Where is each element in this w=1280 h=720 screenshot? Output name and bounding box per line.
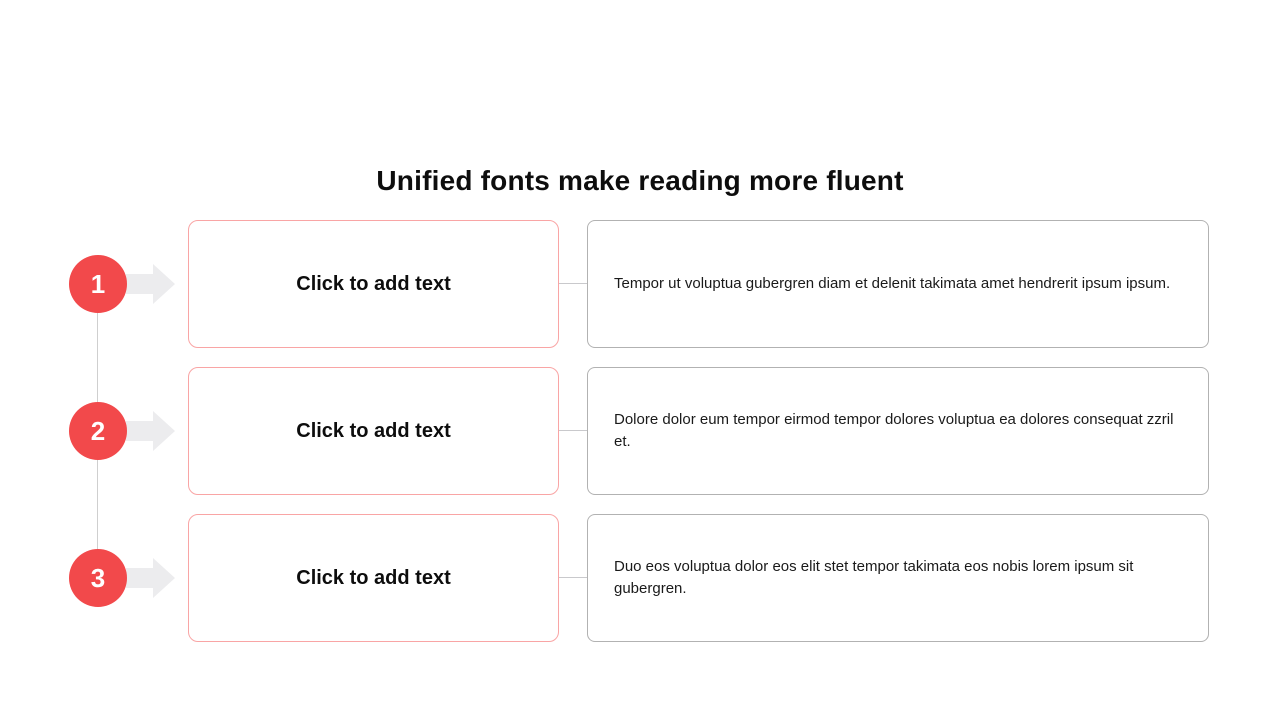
step-number-label: 2 <box>90 416 106 446</box>
description-box-2 <box>587 367 1209 495</box>
step-number-badge-3 <box>69 549 127 607</box>
box-connector-line <box>559 577 587 578</box>
text-placeholder-box-2[interactable] <box>188 367 559 495</box>
description-text: Duo eos voluptua dolor eos elit stet tempor takimata eos nobis lorem ipsum sit gubergren. <box>614 558 1134 597</box>
step-number-label: 1 <box>90 269 106 299</box>
step-number-badge-2 <box>69 402 127 460</box>
step-number-label: 3 <box>90 563 106 593</box>
description-box-1 <box>587 220 1209 348</box>
arrow-right-icon <box>126 411 176 451</box>
step-row-1 <box>0 220 1280 348</box>
text-placeholder-box-1[interactable] <box>188 220 559 348</box>
step-number-badge-1 <box>69 255 127 313</box>
placeholder-label: Click to add text <box>296 419 451 442</box>
box-connector-line <box>559 430 587 431</box>
step-row-2 <box>0 367 1280 495</box>
slide-title: Unified fonts make reading more fluent <box>376 164 904 196</box>
description-text: Dolore dolor eum tempor eirmod tempor dolores voluptua ea dolores consequat zzril et. <box>614 411 1174 450</box>
box-connector-line <box>559 283 587 284</box>
placeholder-label: Click to add text <box>296 272 451 295</box>
placeholder-label: Click to add text <box>296 566 451 589</box>
step-row-3 <box>0 514 1280 642</box>
arrow-right-icon <box>126 264 176 304</box>
arrow-right-icon <box>126 558 176 598</box>
description-box-3 <box>587 514 1209 642</box>
text-placeholder-box-3[interactable] <box>188 514 559 642</box>
description-text: Tempor ut voluptua gubergren diam et delenit takimata amet hendrerit ipsum ipsum. <box>614 275 1171 292</box>
